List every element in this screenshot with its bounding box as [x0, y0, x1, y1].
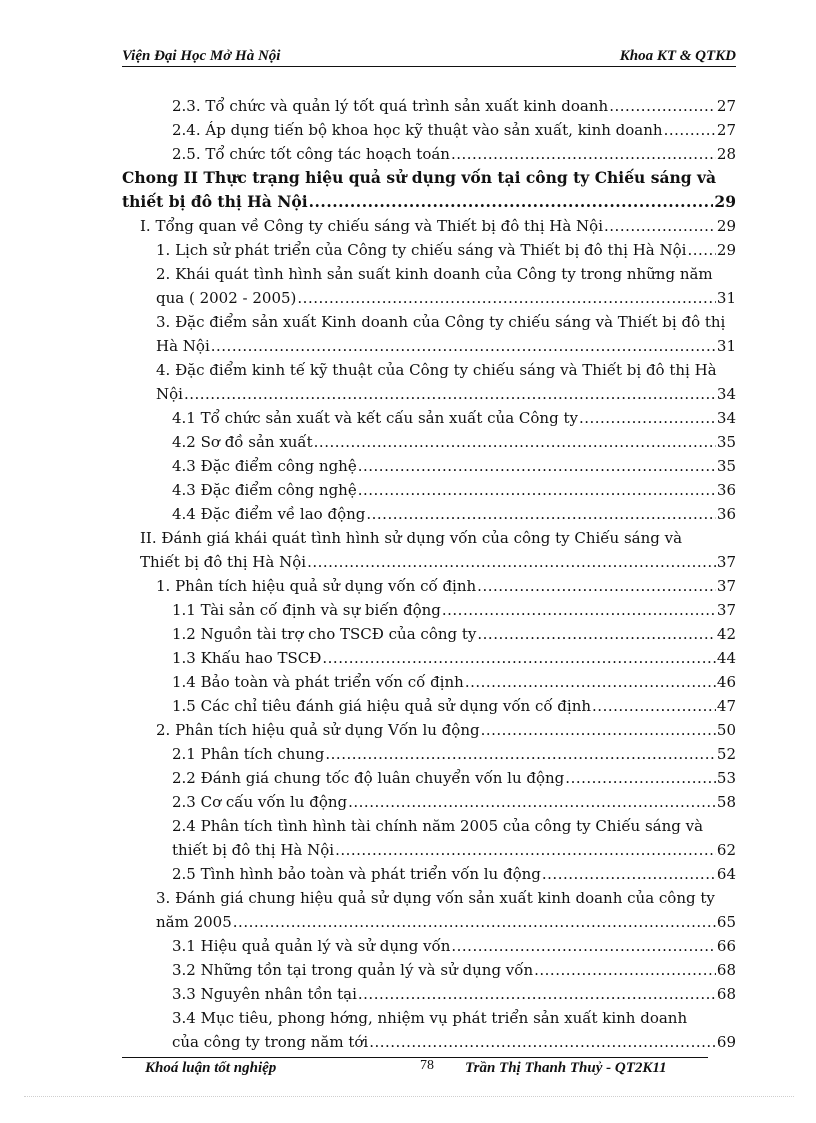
toc-page-number: 34 — [716, 409, 736, 427]
toc-entry-title: 3. Đánh giá chung hiệu quả sử dụng vốn sản xuất kinh doanh của công ty — [156, 889, 715, 907]
footer-divider — [122, 1057, 708, 1058]
toc-leader-dots — [477, 622, 716, 646]
toc-page-number: 52 — [716, 745, 736, 763]
toc-entry — [122, 358, 736, 406]
toc-leader-dots — [307, 550, 716, 574]
toc-leader-dots — [664, 118, 716, 142]
toc-entry-title: 4.4 Đặc điểm về lao động — [172, 505, 366, 523]
toc-leader-dots — [451, 142, 716, 166]
toc-page-number: 35 — [716, 433, 736, 451]
toc-entry — [122, 214, 736, 238]
toc-page-number: 64 — [716, 865, 736, 883]
toc-entry — [122, 646, 736, 670]
toc-leader-dots — [465, 670, 716, 694]
toc-page-number: 68 — [716, 985, 736, 1003]
footer-page-number: 78 — [420, 1058, 434, 1073]
toc-page-number: 29 — [716, 241, 736, 259]
toc-entry-title: Chong II Thực trạng hiệu quả sử dụng vốn tại công ty Chiếu sáng và — [122, 168, 717, 187]
toc-leader-dots — [314, 430, 716, 454]
toc-page-number: 47 — [716, 697, 736, 715]
toc-entry — [122, 454, 736, 478]
toc-page-number: 35 — [716, 457, 736, 475]
toc-leader-dots — [335, 838, 716, 862]
toc-entry — [122, 742, 736, 766]
toc-leader-dots — [358, 982, 716, 1006]
page-footer — [145, 1060, 720, 1082]
toc-page-number: 31 — [716, 337, 736, 355]
toc-page-number: 58 — [716, 793, 736, 811]
toc-leader-dots — [481, 718, 716, 742]
toc-page-number: 44 — [716, 649, 736, 667]
toc-entry-title: 1.1 Tài sản cố định và sự biến động — [172, 601, 441, 619]
toc-entry-title: 1.5 Các chỉ tiêu đánh giá hiệu quả sử dụng vốn cố định — [172, 697, 592, 715]
toc-entry-title: 2.3. Tổ chức và quản lý tốt quá trình sản xuất kinh doanh — [172, 97, 609, 115]
toc-entry — [122, 1006, 736, 1054]
page-bottom-dotted-border — [24, 1096, 794, 1097]
toc-entry-title: 3.3 Nguyên nhân tồn tại — [172, 985, 357, 1003]
toc-entry — [122, 862, 736, 886]
toc-entry-title: thiết bị đô thị Hà Nội — [172, 841, 335, 859]
toc-leader-dots — [477, 574, 716, 598]
toc-entry — [122, 958, 736, 982]
toc-entry-title: 4.3 Đặc điểm công nghệ — [172, 481, 357, 499]
toc-page-number: 27 — [716, 97, 736, 115]
toc-entry-title: I. Tổng quan về Công ty chiếu sáng và Thiết bị đô thị Hà Nội — [140, 217, 604, 235]
toc-entry — [122, 118, 736, 142]
toc-page-number: 28 — [716, 145, 736, 163]
toc-entry-title: 2. Phân tích hiệu quả sử dụng Vốn lu động — [156, 721, 480, 739]
toc-entry-title: 4.1 Tổ chức sản xuất và kết cấu sản xuất của Công ty — [172, 409, 578, 427]
toc-page-number: 37 — [716, 601, 736, 619]
toc-entry-title: 4.3 Đặc điểm công nghệ — [172, 457, 357, 475]
toc-leader-dots — [366, 502, 716, 526]
toc-entry-title: 2.1 Phân tích chung — [172, 745, 325, 763]
toc-leader-dots — [309, 190, 714, 214]
toc-page-number: 36 — [716, 481, 736, 499]
toc-entry — [122, 622, 736, 646]
toc-leader-dots — [297, 286, 716, 310]
toc-leader-dots — [348, 790, 716, 814]
toc-leader-dots — [442, 598, 716, 622]
toc-page-number: 36 — [716, 505, 736, 523]
toc-page-number: 68 — [716, 961, 736, 979]
toc-page-number: 62 — [716, 841, 736, 859]
toc-entry-title: 1.2 Nguồn tài trợ cho TSCĐ của công ty — [172, 625, 477, 643]
toc-entry — [122, 670, 736, 694]
toc-entry-title: 4. Đặc điểm kinh tế kỹ thuật của Công ty chiếu sáng và Thiết bị đô thị Hà — [156, 361, 717, 379]
toc-entry-title: II. Đánh giá khái quát tình hình sử dụng vốn của công ty Chiếu sáng và — [140, 529, 683, 547]
toc-page-number: 34 — [716, 385, 736, 403]
toc-entry-title: 2.4 Phân tích tình hình tài chính năm 2005 của công ty Chiếu sáng và — [172, 817, 704, 835]
toc-entry-title: 4.2 Sơ đồ sản xuất — [172, 433, 313, 451]
toc-entry — [122, 526, 736, 574]
toc-page-number: 29 — [716, 217, 736, 235]
toc-entry-title: Hà Nội — [156, 337, 210, 355]
toc-leader-dots — [604, 214, 716, 238]
toc-entry — [122, 718, 736, 742]
toc-entry — [122, 694, 736, 718]
table-of-contents — [122, 94, 736, 1054]
toc-entry-title: 2.3 Cơ cấu vốn lu động — [172, 793, 348, 811]
toc-page-number: 37 — [716, 553, 736, 571]
toc-leader-dots — [542, 862, 716, 886]
toc-entry — [122, 574, 736, 598]
toc-entry-title: 2.5. Tổ chức tốt công tác hoạch toán — [172, 145, 450, 163]
toc-page-number: 65 — [716, 913, 736, 931]
toc-leader-dots — [609, 94, 716, 118]
toc-page-number: 66 — [716, 937, 736, 955]
toc-entry-title: 2.4. Áp dụng tiến bộ khoa học kỹ thuật vào sản xuất, kinh doanh — [172, 121, 663, 139]
header-divider — [122, 66, 736, 67]
toc-entry-title: 3. Đặc điểm sản xuất Kinh doanh của Công ty chiếu sáng và Thiết bị đô thị — [156, 313, 726, 331]
toc-entry — [122, 502, 736, 526]
toc-entry-title: 2.2 Đánh giá chung tốc độ luân chuyển vốn lu động — [172, 769, 565, 787]
toc-page-number: 53 — [716, 769, 736, 787]
toc-entry-title: 1. Lịch sử phát triển của Công ty chiếu sáng và Thiết bị đô thị Hà Nội — [156, 241, 687, 259]
toc-leader-dots — [369, 1030, 716, 1054]
toc-entry-title: 1. Phân tích hiệu quả sử dụng vốn cố định — [156, 577, 477, 595]
toc-entry — [122, 238, 736, 262]
toc-page-number: 31 — [716, 289, 736, 307]
toc-entry-title: 3.1 Hiệu quả quản lý và sử dụng vốn — [172, 937, 451, 955]
toc-entry — [122, 94, 736, 118]
toc-entry — [122, 598, 736, 622]
toc-entry — [122, 430, 736, 454]
toc-page-number: 69 — [716, 1033, 736, 1051]
toc-leader-dots — [325, 742, 716, 766]
toc-entry — [122, 310, 736, 358]
toc-entry — [122, 766, 736, 790]
toc-page-number: 42 — [716, 625, 736, 643]
toc-entry — [122, 982, 736, 1006]
toc-leader-dots — [358, 454, 716, 478]
toc-entry-title: 3.2 Những tồn tại trong quản lý và sử dụng vốn — [172, 961, 534, 979]
toc-page-number: 37 — [716, 577, 736, 595]
toc-entry-title: qua ( 2002 - 2005) — [156, 289, 297, 307]
toc-page-number: 46 — [716, 673, 736, 691]
toc-entry — [122, 790, 736, 814]
toc-leader-dots — [211, 334, 716, 358]
toc-entry — [122, 886, 736, 934]
toc-entry — [122, 406, 736, 430]
toc-entry — [122, 814, 736, 862]
toc-page-number: 29 — [714, 192, 736, 211]
toc-entry-title: 3.4 Mục tiêu, phong hớng, nhiệm vụ phát triển sản xuất kinh doanh — [172, 1009, 688, 1027]
toc-entry-title: 1.3 Khấu hao TSCĐ — [172, 649, 322, 667]
toc-entry-title: 2. Khái quát tình hình sản suất kinh doanh của Công ty trong những năm — [156, 265, 713, 283]
header-faculty: Khoa KT & QTKD — [619, 48, 736, 64]
toc-entry-title: của công ty trong năm tới — [172, 1033, 369, 1051]
toc-leader-dots — [184, 382, 716, 406]
toc-leader-dots — [592, 694, 716, 718]
toc-page-number: 27 — [716, 121, 736, 139]
toc-entry-title: Thiết bị đô thị Hà Nội — [140, 553, 307, 571]
toc-leader-dots — [534, 958, 716, 982]
toc-entry-title: thiết bị đô thị Hà Nội — [122, 192, 308, 211]
toc-entry — [122, 934, 736, 958]
toc-leader-dots — [358, 478, 716, 502]
toc-entry — [122, 478, 736, 502]
toc-leader-dots — [579, 406, 716, 430]
toc-entry-title: Nội — [156, 385, 183, 403]
toc-leader-dots — [565, 766, 716, 790]
toc-leader-dots — [687, 238, 715, 262]
toc-entry-title: 2.5 Tình hình bảo toàn và phát triển vốn lu động — [172, 865, 541, 883]
toc-leader-dots — [322, 646, 716, 670]
header-institution: Viện Đại Học Mở Hà Nội — [122, 48, 281, 64]
toc-entry — [122, 262, 736, 310]
footer-author: Trần Thị Thanh Thuỷ - QT2K11 — [465, 1060, 667, 1076]
toc-page-number: 50 — [716, 721, 736, 739]
footer-thesis-label: Khoá luận tốt nghiệp — [145, 1060, 277, 1076]
toc-entry — [122, 142, 736, 166]
toc-leader-dots — [451, 934, 716, 958]
toc-entry-title: năm 2005 — [156, 913, 232, 931]
toc-entry-title: 1.4 Bảo toàn và phát triển vốn cố định — [172, 673, 464, 691]
toc-entry — [122, 166, 736, 214]
toc-leader-dots — [233, 910, 716, 934]
